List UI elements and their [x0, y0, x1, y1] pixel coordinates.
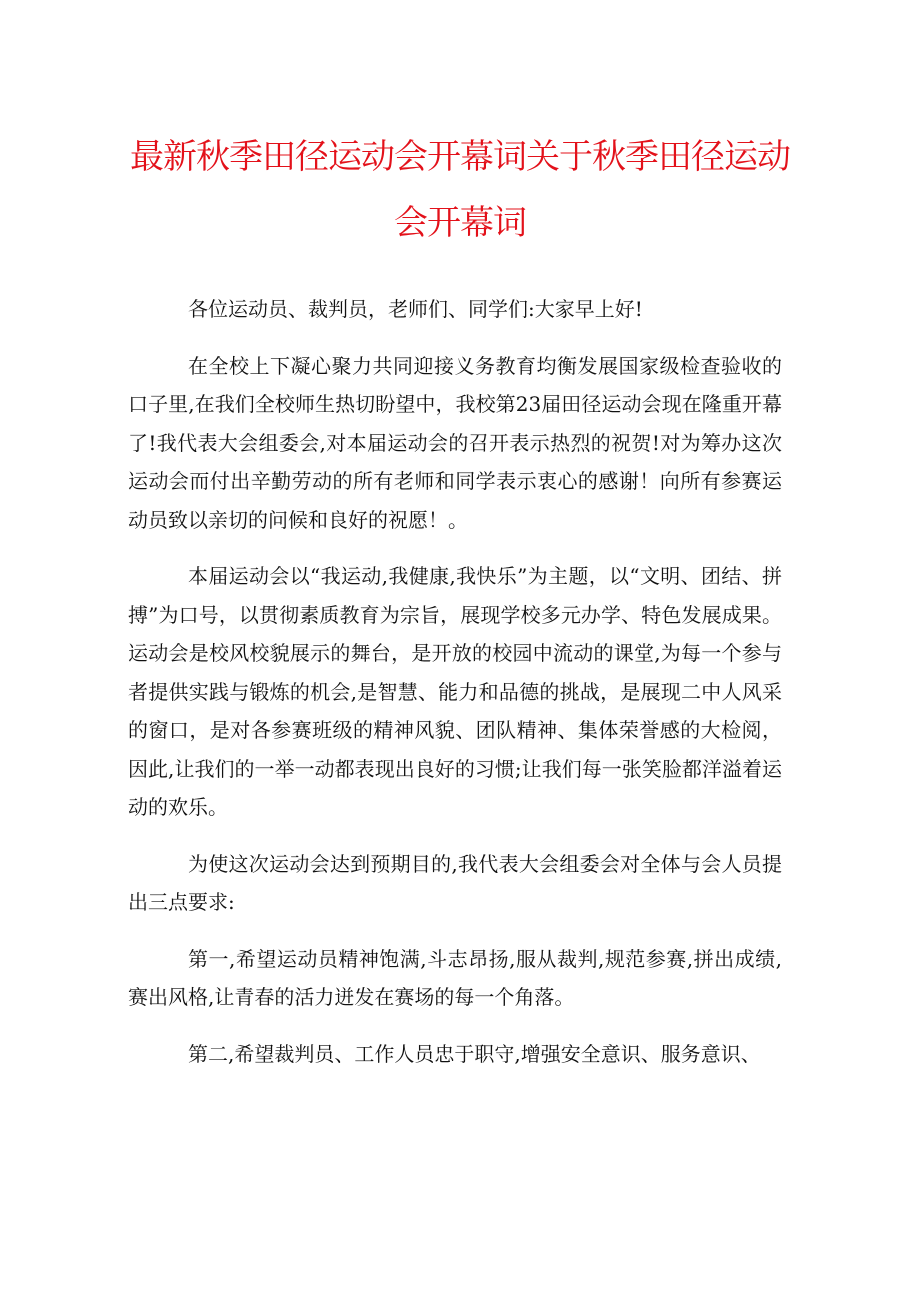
paragraph-greeting: 各位运动员、裁判员，老师们、同学们:大家早上好!: [188, 297, 643, 321]
document-title: 最新秋季田径运动会开幕词关于秋季田径运动会开幕词: [130, 137, 790, 243]
paragraph-opening: 在全校上下凝心聚力共同迎接义务教育均衡发展国家级检查验收的口子里,在我们全校师生热切盼望中，我校第23届田径运动会现在隆重开幕了!我代表大会组委会,对本届运动会的召开表示热烈的祝贺!对为筹办这次运动会而付出辛勤劳动的所有老师和同学表示衷心的感谢！向所有参赛运动员致以亲切的问候和良好的祝愿！。: [128, 353, 782, 532]
paragraph-requirement-first: 第一,希望运动员精神饱满,斗志昂扬,服从裁判,规范参赛,拼出成绩,赛出风格,让青春的活力迸发在赛场的每一个角落。: [128, 946, 782, 1009]
paragraph-requirements-intro: 为使这次运动会达到预期目的,我代表大会组委会对全体与会人员提出三点要求:: [128, 851, 782, 914]
paragraph-requirement-second: 第二,希望裁判员、工作人员忠于职守,增强安全意识、服务意识、: [188, 1041, 761, 1066]
document-body: [128, 290, 782, 1091]
paragraph-theme: 本届运动会以“我运动,我健康,我快乐”为主题，以“文明、团结、拼搏”为口号，以贯彻素质教育为宗旨，展现学校多元办学、特色发展成果。运动会是校风校貌展示的舞台，是开放的校园中流动的课堂,为每一个参与者提供实践与锻炼的机会,是智慧、能力和品德的挑战，是展现二中人风采的窗口，是对各参赛班级的精神风貌、团队精神、集体荣誉感的大检阅，因此,让我们的一举一动都表现出良好的习惯;让我们每一张笑脸都洋溢着运动的欢乐。: [128, 564, 782, 819]
